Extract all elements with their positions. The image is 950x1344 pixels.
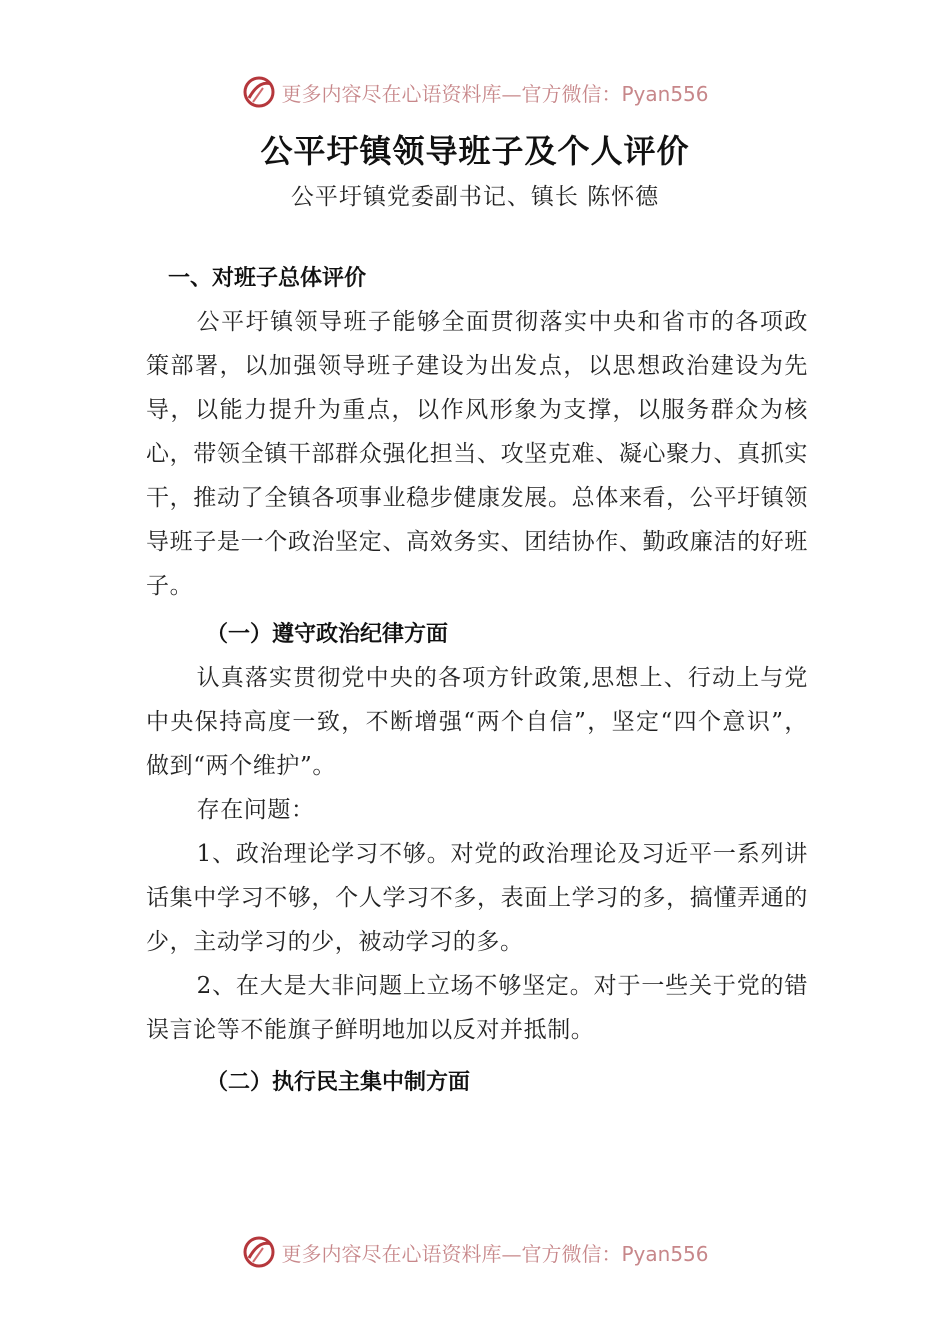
document-body bbox=[146, 258, 808, 1104]
paragraph-political-discipline: 认真落实贯彻党中央的各项方针政策,思想上、行动上与党中央保持高度一致，不断增强“两个自信”，坚定“四个意识”，做到“两个维护”。 bbox=[146, 665, 808, 779]
problem-item-1: 1、政治理论学习不够。对党的政治理论及习近平一系列讲话集中学习不够，个人学习不多，表面上学习的多，搞懂弄通的少，主动学习的少，被动学习的多。 bbox=[146, 841, 808, 955]
document-title: 公平圩镇领导班子及个人评价 bbox=[260, 132, 690, 170]
subsection-heading-democratic-centralism: （二）执行民主集中制方面 bbox=[206, 1070, 471, 1095]
brand-logo-icon bbox=[241, 1234, 277, 1270]
watermark-wechat-id: Pyan556 bbox=[621, 81, 709, 106]
watermark-text: 更多内容尽在心语资料库—官方微信：Pyan556 bbox=[281, 1241, 709, 1266]
watermark-wechat-id: Pyan556 bbox=[621, 1241, 709, 1266]
problem-item-2: 2、在大是大非问题上立场不够坚定。对于一些关于党的错误言论等不能旗子鲜明地加以反对并抵制。 bbox=[146, 973, 808, 1043]
brand-logo-icon bbox=[241, 74, 277, 110]
subsection-heading-political-discipline: （一）遵守政治纪律方面 bbox=[206, 622, 449, 647]
watermark-text: 更多内容尽在心语资料库—官方微信：Pyan556 bbox=[281, 81, 709, 106]
paragraph-overall: 公平圩镇领导班子能够全面贯彻落实中央和省市的各项政策部署，以加强领导班子建设为出发点，以思想政治建设为先导，以能力提升为重点，以作风形象为支撑，以服务群众为核心，带领全镇干部群众强化担当、攻坚克难、凝心聚力、真抓实干，推动了全镇各项事业稳步健康发展。总体来看，公平圩镇领导班子是一个政治坚定、高效务实、团结协作、勤政廉洁的好班子。 bbox=[146, 309, 808, 599]
watermark-header bbox=[0, 70, 950, 114]
section-heading-overall: 一、对班子总体评价 bbox=[168, 266, 367, 291]
watermark-footer bbox=[0, 1230, 950, 1274]
document-author: 公平圩镇党委副书记、镇长 陈怀德 bbox=[290, 184, 660, 210]
problems-label: 存在问题： bbox=[196, 797, 315, 823]
